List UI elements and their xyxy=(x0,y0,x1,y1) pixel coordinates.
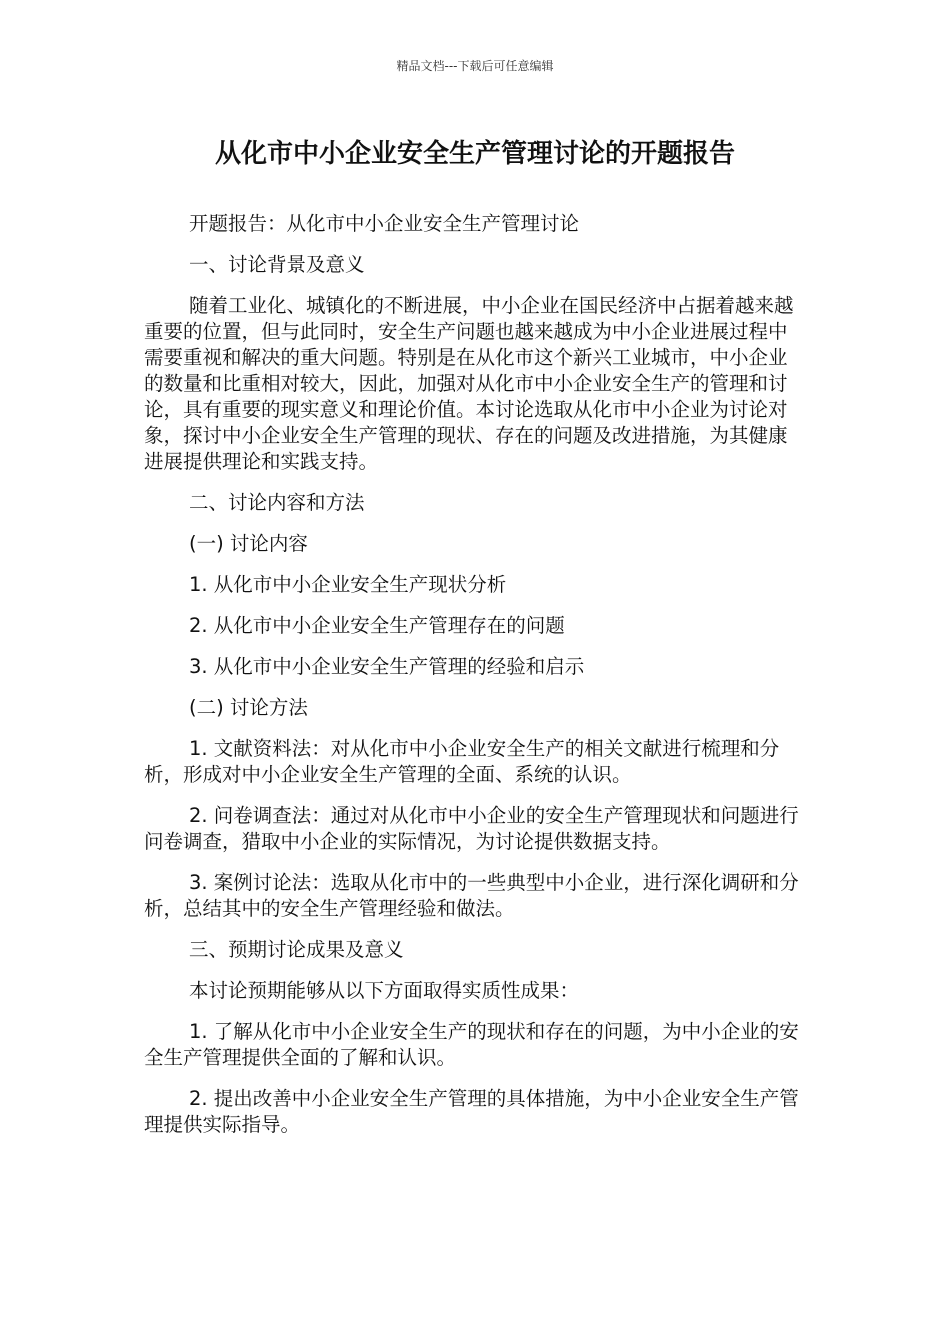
content-item-1: 1. 从化市中小企业安全生产现状分析 xyxy=(189,573,507,596)
subheading-content: (一) 讨论内容 xyxy=(189,532,308,555)
report-subject: 开题报告：从化市中小企业安全生产管理讨论 xyxy=(189,212,580,235)
section-heading-outcomes: 三、预期讨论成果及意义 xyxy=(189,938,404,961)
section-heading-content-methods: 二、讨论内容和方法 xyxy=(189,491,365,514)
subheading-methods: (二) 讨论方法 xyxy=(189,696,308,719)
method-item-3: 3. 案例讨论法：选取从化市中的一些典型中小企业，进行深化调研和分析，总结其中的安全生产管理经验和做法。 xyxy=(144,871,799,920)
method-item-2: 2. 问卷调查法：通过对从化市中小企业的安全生产管理现状和问题进行问卷调查，猎取中小企业的实际情况，为讨论提供数据支持。 xyxy=(144,804,799,853)
background-paragraph: 随着工业化、城镇化的不断进展，中小企业在国民经济中占据着越来越重要的位置，但与此同时，安全生产问题也越来越成为中小企业进展过程中需要重视和解决的重大问题。特别是在从化市这个新兴工业城市，中小企业的数量和比重相对较大，因此，加强对从化市中小企业安全生产的管理和讨论，具有重要的现实意义和理论价值。本讨论选取从化市中小企业为讨论对象，探讨中小企业安全生产管理的现状、存在的问题及改进措施，为其健康进展提供理论和实践支持。 xyxy=(144,294,794,473)
page-header: 精品文档---下载后可任意编辑 xyxy=(396,59,554,73)
outcome-item-1: 1. 了解从化市中小企业安全生产的现状和存在的问题，为中小企业的安全生产管理提供全面的了解和认识。 xyxy=(144,1020,799,1069)
section-heading-background: 一、讨论背景及意义 xyxy=(189,253,365,276)
outcomes-intro: 本讨论预期能够从以下方面取得实质性成果： xyxy=(189,979,580,1002)
outcome-item-2: 2. 提出改善中小企业安全生产管理的具体措施，为中小企业安全生产管理提供实际指导。 xyxy=(144,1087,799,1136)
document-body xyxy=(144,211,799,1153)
document-title: 从化市中小企业安全生产管理讨论的开题报告 xyxy=(214,139,735,169)
content-item-3: 3. 从化市中小企业安全生产管理的经验和启示 xyxy=(189,655,585,678)
content-item-2: 2. 从化市中小企业安全生产管理存在的问题 xyxy=(189,614,565,637)
method-item-1: 1. 文献资料法：对从化市中小企业安全生产的相关文献进行梳理和分析，形成对中小企业安全生产管理的全面、系统的认识。 xyxy=(144,737,780,786)
